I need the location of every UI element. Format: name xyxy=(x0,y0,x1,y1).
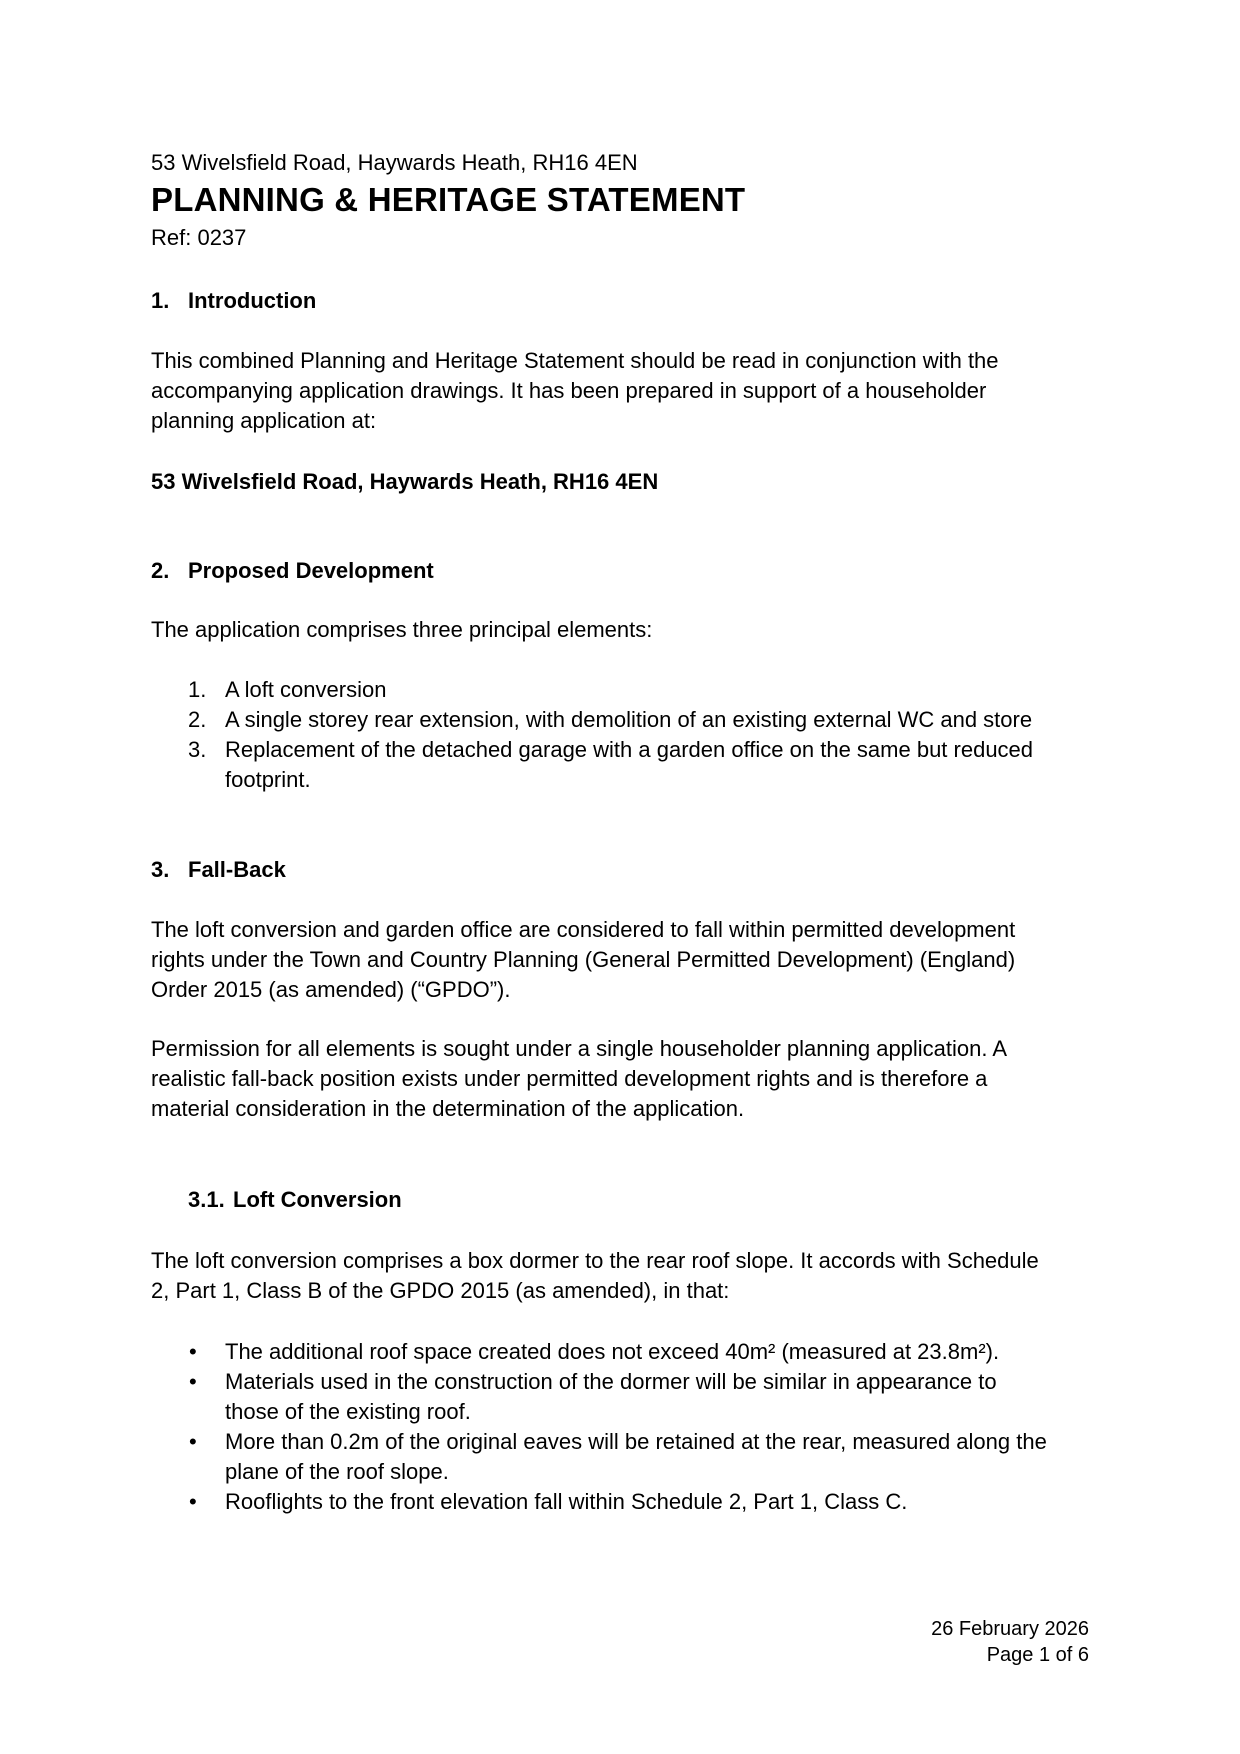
list-item xyxy=(151,735,1033,795)
list-item-text: Rooflights to the front elevation fall within Schedule 2, Part 1, Class C. xyxy=(225,1489,908,1514)
section-title: Proposed Development xyxy=(188,558,434,583)
list-item-text: A single storey rear extension, with demolition of an existing external WC and store xyxy=(225,707,1033,732)
proposed-elements-list xyxy=(151,675,1033,795)
list-item-text: Replacement of the detached garage with a garden office on the same but reduced xyxy=(225,737,1034,762)
list-item-text: A loft conversion xyxy=(225,677,387,702)
paragraph-line: This combined Planning and Heritage Statement should be read in conjunction with the xyxy=(151,348,999,373)
list-item-text: The additional roof space created does not exceed 40m² (measured at 23.8m²). xyxy=(225,1339,1000,1364)
paragraph-line: rights under the Town and Country Planning (General Permitted Development) (England) xyxy=(151,947,1016,972)
document-date: 26 February 2026 xyxy=(931,1618,1089,1640)
loft-conversion-criteria-list xyxy=(151,1337,1047,1517)
reference-number: Ref: 0237 xyxy=(151,225,247,250)
paragraph-line: Order 2015 (as amended) (“GPDO”). xyxy=(151,977,511,1002)
list-item xyxy=(151,1427,1047,1487)
list-item-text: More than 0.2m of the original eaves will be retained at the rear, measured along the xyxy=(225,1429,1047,1454)
list-item xyxy=(151,705,1033,735)
loft-conversion-paragraph xyxy=(151,1246,1101,1306)
list-item xyxy=(151,675,1033,705)
bullet-marker: • xyxy=(189,1369,197,1394)
list-marker: 2. xyxy=(188,707,207,732)
section-number: 3. xyxy=(151,857,170,882)
paragraph-line: The loft conversion and garden office are considered to fall within permitted development xyxy=(151,917,1016,942)
subsection-title: Loft Conversion xyxy=(233,1187,402,1212)
list-item xyxy=(151,1337,1047,1367)
section-number: 1. xyxy=(151,288,170,313)
site-address: 53 Wivelsfield Road, Haywards Heath, RH16 4EN xyxy=(151,469,659,494)
proposed-development-lead: The application comprises three principal elements: xyxy=(151,617,653,642)
list-item xyxy=(151,1367,1047,1427)
list-item-text: footprint. xyxy=(225,767,311,792)
list-item-text: plane of the roof slope. xyxy=(225,1459,449,1484)
list-item xyxy=(151,1487,1047,1517)
paragraph-line: realistic fall-back position exists under permitted development rights and is therefore a xyxy=(151,1066,988,1091)
introduction-paragraph xyxy=(151,346,1101,436)
paragraph-line: accompanying application drawings. It has been prepared in support of a householder xyxy=(151,378,987,403)
fall-back-paragraph-2 xyxy=(151,1034,1101,1124)
section-heading-introduction xyxy=(151,286,316,316)
list-item-text: those of the existing roof. xyxy=(225,1399,471,1424)
paragraph-line: Permission for all elements is sought under a single householder planning application. A xyxy=(151,1036,1008,1061)
section-heading-proposed-development xyxy=(151,556,434,586)
subsection-number: 3.1. xyxy=(188,1187,225,1212)
paragraph-line: 2, Part 1, Class B of the GPDO 2015 (as amended), in that: xyxy=(151,1278,730,1303)
bullet-marker: • xyxy=(189,1489,197,1514)
document-title: PLANNING & HERITAGE STATEMENT xyxy=(151,181,746,218)
list-marker: 3. xyxy=(188,737,207,762)
section-number: 2. xyxy=(151,558,170,583)
section-title: Introduction xyxy=(188,288,317,313)
page-number: Page 1 of 6 xyxy=(986,1644,1089,1666)
header-address: 53 Wivelsfield Road, Haywards Heath, RH16 4EN xyxy=(151,150,638,175)
section-heading-fall-back xyxy=(151,855,286,885)
section-title: Fall-Back xyxy=(188,857,286,882)
subsection-heading-loft-conversion xyxy=(188,1185,402,1215)
bullet-marker: • xyxy=(189,1429,197,1454)
paragraph-line: planning application at: xyxy=(151,408,377,433)
page-footer xyxy=(931,1616,1089,1668)
paragraph-line: The loft conversion comprises a box dormer to the rear roof slope. It accords with Schedule xyxy=(151,1248,1039,1273)
fall-back-paragraph-1 xyxy=(151,915,1101,1005)
list-item-text: Materials used in the construction of the dormer will be similar in appearance to xyxy=(225,1369,997,1394)
list-marker: 1. xyxy=(188,677,207,702)
paragraph-line: material consideration in the determination of the application. xyxy=(151,1096,745,1121)
bullet-marker: • xyxy=(189,1339,197,1364)
